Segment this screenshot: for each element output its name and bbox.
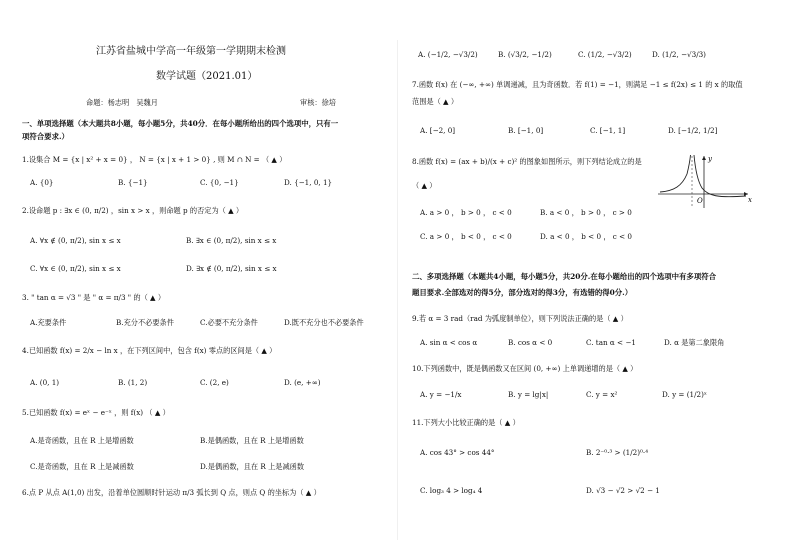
- q1-option-b: B. {−1}: [118, 178, 148, 187]
- q2-option-c: C. ∀x ∈ (0, π/2), sin x ≤ x: [30, 264, 121, 273]
- q10-option-d: D. y = (1/2)ˣ: [662, 390, 707, 399]
- q11-option-c: C. log₃ 4 > log₄ 4: [420, 486, 483, 495]
- q5-option-a: A.是奇函数，且在 R 上是增函数: [30, 436, 134, 445]
- question-8: 8.函数 f(x) = (ax + b)/(x + c)² 的图象如图所示，则下列结论成立的是: [412, 157, 642, 166]
- graph-x-label: x: [748, 196, 752, 204]
- graph-y-label: y: [708, 155, 712, 163]
- q3-option-d: D.既不充分也不必要条件: [284, 318, 364, 327]
- q4-option-a: A. (0, 1): [30, 378, 60, 387]
- graph-origin-label: O: [697, 197, 703, 205]
- q9-option-a: A. sin α < cos α: [420, 338, 478, 347]
- q6-option-c: C. (1/2, −√3/2): [578, 50, 632, 59]
- q4-option-c: C. (2, e): [200, 378, 229, 387]
- q5-option-c: C.是奇函数，且在 R 上是减函数: [30, 462, 134, 471]
- section1-heading: 一、单项选择题（本大题共8小题，每小题5分，共40分．在每小题所给出的四个选项中，只有一: [22, 119, 339, 128]
- section2-heading-cont: 题目要求.全部选对的得5分，部分选对的得3分，有选错的得0分.）: [412, 288, 633, 297]
- q10-option-a: A. y = −1/x: [420, 390, 462, 399]
- question-9: 9.若 α = 3 rad（rad 为弧度制单位），则下列说法正确的是（ ▲ ）: [412, 314, 628, 323]
- exam-reviewer: 审核：徐培: [300, 98, 336, 107]
- q3-option-b: B.充分不必要条件: [116, 318, 174, 327]
- q7-option-b: B. [−1, 0]: [508, 126, 544, 135]
- question-10: 10.下列函数中，既是偶函数又在区间 (0, +∞) 上单调递增的是（ ▲ ）: [412, 364, 638, 373]
- q1-option-d: D. {−1, 0, 1}: [284, 178, 333, 187]
- q7-option-d: D. [−1/2, 1/2]: [668, 126, 718, 135]
- exam-subtitle: 数学试题（2021.01）: [156, 71, 258, 82]
- q8-option-d: D. a < 0 ， b < 0 ， c < 0: [540, 232, 632, 241]
- q6-option-d: D. (1/2, −√3/3): [652, 50, 706, 59]
- exam-authors: 命题：杨志明 吴魏月: [86, 98, 158, 107]
- q3-option-a: A.充要条件: [30, 318, 67, 327]
- q8-option-a: A. a > 0 ， b > 0 ， c < 0: [420, 208, 512, 217]
- q2-option-b: B. ∃x ∈ (0, π/2), sin x ≤ x: [186, 236, 277, 245]
- q6-option-b: B. (√3/2, −1/2): [498, 50, 552, 59]
- question-8-tri: （ ▲ ）: [412, 181, 437, 190]
- q8-function-graph: [656, 152, 756, 210]
- q4-option-d: D. (e, +∞): [284, 378, 321, 387]
- q4-option-b: B. (1, 2): [118, 378, 148, 387]
- q9-option-b: B. cos α < 0: [508, 338, 553, 347]
- question-5: 5.已知函数 f(x) = eˣ − e⁻ˣ ，则 f(x) （ ▲ ）: [22, 408, 170, 417]
- question-7: 7.函数 f(x) 在 (−∞, +∞) 单调递减，且为奇函数．若 f(1) = −1，则满足 −1 ≤ f(2x) ≤ 1 的 x 的取值: [412, 80, 743, 89]
- q11-option-a: A. cos 43° > cos 44°: [420, 448, 495, 457]
- exam-title: 江苏省盐城中学高一年级第一学期期末检测: [96, 46, 286, 57]
- q11-option-d: D. √3 − √2 > √2 − 1: [586, 486, 660, 495]
- graph-curve-right: [694, 155, 746, 197]
- q9-option-d: D. α 是第二象限角: [664, 338, 725, 347]
- q6-option-a: A. (−1/2, −√3/2): [418, 50, 478, 59]
- q5-option-b: B.是偶函数，且在 R 上是增函数: [200, 436, 304, 445]
- question-1: 1.设集合 M = {x | x² + x = 0} ， N = {x | x + 1 > 0} , 则 M ∩ N = （ ▲ ）: [22, 155, 287, 164]
- q3-option-c: C.必要不充分条件: [200, 318, 258, 327]
- graph-curve-left: [660, 155, 691, 192]
- section1-heading-cont: 项符合要求.）: [22, 132, 69, 141]
- q10-option-b: B. y = lg|x|: [508, 390, 549, 399]
- question-11: 11.下列大小比较正确的是（ ▲ ）: [412, 418, 520, 427]
- section2-heading: 二、多项选择题（本题共4小题，每小题5分，共20分.在每小题给出的四个选项中有多项符合: [412, 272, 716, 281]
- q5-option-d: D.是偶函数，且在 R 上是减函数: [200, 462, 305, 471]
- column-divider: [397, 40, 398, 540]
- question-4: 4.已知函数 f(x) = 2/x − ln x ，在下列区间中，包含 f(x) 零点的区间是（ ▲ ）: [22, 346, 277, 355]
- q8-option-c: C. a > 0 ， b < 0 ， c < 0: [420, 232, 512, 241]
- question-6: 6.点 P 从点 A(1,0) 出发，沿着单位圆顺时针运动 π/3 弧长到 Q 点，则点 Q 的坐标为（ ▲ ）: [22, 488, 321, 497]
- question-2: 2.设命题 p : ∃x ∈ (0, π/2) ，sin x > x ，则命题 p 的否定为（ ▲ ）: [22, 206, 244, 215]
- q11-option-b: B. 2⁻⁰·³ > (1/2)⁰·⁴: [586, 448, 649, 457]
- q8-option-b: B. a < 0 ， b > 0 ， c > 0: [540, 208, 632, 217]
- q7-option-a: A. [−2, 0]: [420, 126, 456, 135]
- q1-option-c: C. {0, −1}: [200, 178, 239, 187]
- q9-option-c: C. tan α < −1: [586, 338, 636, 347]
- q1-option-a: A. {0}: [30, 178, 54, 187]
- q2-option-d: D. ∃x ∉ (0, π/2), sin x ≤ x: [186, 264, 277, 273]
- graph-y-arrow: [702, 156, 706, 160]
- question-7-cont: 范围是（ ▲ ）: [412, 97, 459, 106]
- question-3: 3. " tan α = √3 " 是 " α = π/3 " 的（ ▲ ）: [22, 293, 166, 302]
- q7-option-c: C. [−1, 1]: [590, 126, 626, 135]
- q10-option-c: C. y = x²: [586, 390, 618, 399]
- q2-option-a: A. ∀x ∉ (0, π/2), sin x ≤ x: [30, 236, 121, 245]
